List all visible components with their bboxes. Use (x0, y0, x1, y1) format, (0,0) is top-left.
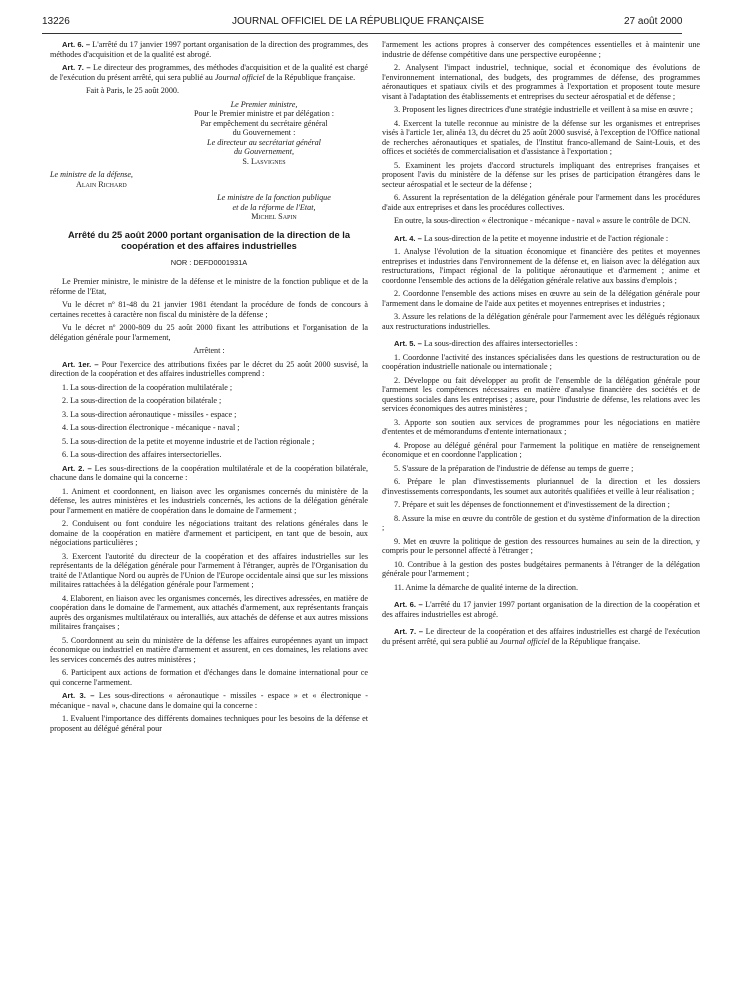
article-4-list (382, 247, 700, 331)
list-item: 4. Propose au délégué général pour l'armement la politique en matière de renseignement économique et en coordonne l'application ; (382, 440, 700, 459)
list-item: 1. La sous-direction de la coopération multilatérale ; (62, 382, 233, 392)
list-item: 9. Met en œuvre la politique de gestion des ressources humaines au sein de la direction, y compris pour le personnel affecté à l'étranger ; (382, 536, 700, 555)
list-item: 6. Participent aux actions de formation et d'échanges dans le domaine international pour ce qui concerne l'armement. (50, 668, 368, 687)
list-item: 10. Contribue à la gestion des postes budgétaires permanents à l'étranger de la délégation générale pour l'armement ; (382, 559, 700, 578)
article-5: Art. 5. – La sous-direction des affaires intersectorielles : (394, 339, 578, 348)
signature-premier-ministre: Le Premier ministre, Pour le Premier ministre et par délégation : Par empêchement du secrétaire général du Gouvernement : Le directeur au secrétariat général du Gouvernement, S. Lasvignes (193, 99, 335, 166)
list-item: 2. Développe ou fait développer au profit de l'ensemble de la délégation générale pour l'armement les compétences nécessaires en matière d'analyse financière des sociétés et de questions sociales dans les entreprises ; assure, pour l'industrie de défense, les relations avec les services économiques des autres ministères ; (382, 375, 700, 413)
article-3-item-1: 1. Evaluent l'importance des différents domaines techniques pour les besoins de la défense et proposent au délégué général pour (50, 714, 368, 733)
list-item: 4. Elaborent, en liaison avec les organismes concernés, les directives adressées, en matière de coopération dans le domaine de l'armement, aux attachés d'armement, aux représentants français auprès des organismes multilatéraux ou interalliés, aux attachés de défense et aux autres missions militaires françaises ; (50, 593, 368, 631)
list-item: 2. La sous-direction de la coopération bilatérale ; (62, 396, 222, 405)
article-1: Art. 1er. – Pour l'exercice des attributions fixées par le décret du 25 août 2000 susvisé, la direction de la coopération et des affaires industrielles comprend : (50, 359, 369, 378)
journal-title: JOURNAL OFFICIEL DE LA RÉPUBLIQUE FRANÇAISE (232, 16, 485, 27)
nor-reference: NOR : DEFD0001931A (170, 257, 248, 267)
header-rule (42, 33, 682, 34)
article-3-continued: l'armement les actions propres à conserver des compétences essentielles et à maintenir une industrie de défense compétitive dans une perspective européenne ; (382, 40, 700, 59)
page-number: 13226 (42, 16, 70, 27)
list-item: 4. Exercent la tutelle reconnue au ministre de la défense sur les organismes et entreprises visés à l'article 1er, alinéa 13, du décret du 25 août 2000 susvisé, à l'exception de l'Office national de recherches aéronautiques et spatiales, de l'Institut franco-allemand de Saint-Louis, et des offices et sociétés de commercialisation et d'assistance à l'exportation ; (382, 118, 700, 156)
article-4: Art. 4. – La sous-direction de la petite et moyenne industrie et de l'action régionale : (394, 233, 669, 243)
right-column (382, 40, 700, 650)
list-item: 4. La sous-direction électronique - mécanique - naval ; (62, 423, 240, 432)
list-item: 5. Coordonnent au sein du ministère de la défense les affaires européennes ayant un impact économique ou industriel en matière d'armement et assurent, en ces domaines, les relations avec les services concernés des autres ministères ; (50, 635, 368, 664)
list-item: 5. La sous-direction de la petite et moyenne industrie et de l'action régionale ; (62, 436, 315, 446)
list-item: 3. Exercent l'autorité du directeur de la coopération et des affaires industrielles sur les représentants de la délégation générale pour l'armement à l'étranger, auprès de l'Organisation du traité de l'Atlantique Nord ou auprès de l'Union de l'Europe occidentale ainsi que sur les missions militaires rattachées à la délégation générale pour l'armement ; (50, 551, 368, 589)
list-item: 5. S'assure de la préparation de l'industrie de défense au temps de guerre ; (394, 463, 634, 473)
list-item: 3. Apporte son soutien aux services de programmes pour les négociations en matière d'ententes et de mémorandums d'entente internationaux ; (382, 417, 700, 436)
list-item: 1. Animent et coordonnent, en liaison avec les organismes concernés du ministère de la défense, les autres ministères et les industriels concernés, les actions de la délégation générale pour l'armement en matière de coopération dans le domaine de l'armement ; (50, 486, 368, 515)
article-3: Art. 3. – Les sous-directions « aéronautique - missiles - espace » et « électronique - mécanique - naval », chacune dans le domaine qui la concerne : (50, 691, 368, 710)
issue-date: 27 août 2000 (624, 16, 683, 27)
list-item: 5. Examinent les projets d'accord structurels impliquant des entreprises françaises et proposent l'avis du ministère de la défense sur les prises de participation étrangères dans le secteur aérospatial et le secteur de la défense ; (382, 160, 700, 189)
list-item: 3. La sous-direction aéronautique - missiles - espace ; (62, 409, 237, 419)
list-item: 3. Assure les relations de la délégation générale pour l'armement avec les délégués régionaux aux restructurations industrielles. (382, 312, 700, 331)
list-item: 6. Prépare le plan d'investissements pluriannuel de la direction et les dossiers d'investissements correspondants, les soumet aux autorités qualifiées et veille à leur réalisation ; (382, 477, 700, 496)
article-2-list (50, 487, 368, 688)
fait-a-paris: Fait à Paris, le 25 août 2000. (86, 86, 179, 95)
list-item: 7. Prépare et suit les dépenses de fonctionnement et d'investissement de la direction ; (394, 500, 670, 509)
list-item: 8. Assure la mise en œuvre du contrôle de gestion et du système d'information de la direction ; (382, 513, 700, 532)
preamble-2: Vu le décret nº 81-48 du 21 janvier 1981 étendant la procédure de fonds de concours à certaines recettes à caractère non fiscal du ministère de la défense ; (50, 300, 368, 319)
signature-ministre-fonction-publique: Le ministre de la fonction publique et de la réforme de l'Etat, Michel Sapin (217, 193, 331, 221)
list-item: 2. Analysent l'impact industriel, technique, social et économique des évolutions de l'environnement international, des budgets, des programmes de défense, des programmes aéronautiques et spatiaux civils et des programmes à l'exportation et proposent toute mesure visant à l'adaptation des établissements et entreprises du secteur aérospatial et de défense ; (382, 63, 700, 101)
list-item: 11. Anime la démarche de qualité interne de la direction. (394, 582, 579, 592)
article-3-final: En outre, la sous-direction « électronique - mécanique - naval » assure le contrôle de DCN. (394, 216, 691, 225)
article-7-previous: Art. 7. – Le directeur des programmes, des méthodes d'acquisition et de la qualité est chargé de l'exécution du présent arrêté, qui sera publié au Journal officiel de la République française. (50, 63, 368, 82)
decree-title: Arrêté du 25 août 2000 portant organisation de la direction de la coopération et des affaires industrielles (67, 229, 351, 251)
list-item: 1. Analyse l'évolution de la situation économique et financière des petites et moyennes entreprises et industries dans l'environnement de la défense et, en liaison avec la délégation aux restructurations, l'impact régional de la politique aéronautique et d'armement ; anime et coordonne l'ensemble des actions de la délégation générale relative aux bassins d'emplois ; (382, 247, 700, 285)
list-item: 6. Assurent la représentation de la délégation générale pour l'armement dans les procédures d'aide aux entreprises et dans les procédures collectives. (382, 193, 700, 212)
preamble-3: Vu le décret nº 2000-809 du 25 août 2000 fixant les attributions et l'organisation de la délégation générale pour l'armement, (50, 323, 368, 342)
list-item: 1. Coordonne l'activité des instances spécialisées dans les questions de restructuration ou de coopération industrielle nationale ou internationale ; (382, 352, 700, 371)
preamble-1: Le Premier ministre, le ministre de la défense et le ministre de la fonction publique et de la réforme de l'Etat, (50, 277, 368, 296)
list-item: 6. La sous-direction des affaires intersectorielles. (62, 450, 222, 459)
arretent: Arrêtent : (193, 346, 225, 355)
article-6: Art. 6. – L'arrêté du 17 janvier 1997 portant organisation de la direction de la coopération et des affaires industrielles est abrogé. (382, 600, 701, 619)
list-item: 2. Conduisent ou font conduire les négociations traitant des relations générales dans le domaine de la coopération en matière d'armement et participent, en tant que de besoin, aux négociations particulières ; (50, 519, 368, 547)
article-5-list (382, 353, 700, 593)
article-2: Art. 2. – Les sous-directions de la coopération multilatérale et de la coopération bilatérale, chacune dans le domaine qui la concerne : (50, 463, 369, 482)
signature-ministre-defense: Le ministre de la défense, Alain Richard (50, 170, 133, 189)
article-1-list (50, 383, 368, 460)
list-item: 3. Proposent les lignes directrices d'une stratégie industrielle et veillent à sa mise en œuvre ; (394, 105, 693, 114)
page-header (0, 16, 748, 32)
article-7: Art. 7. – Le directeur de la coopération et des affaires industrielles est chargé de l'exécution du présent arrêté, qui sera publié au Journal officiel de la République française. (382, 627, 701, 646)
left-column (50, 40, 368, 737)
list-item: 2. Coordonne l'ensemble des actions mises en œuvre au sein de la délégation générale pour l'armement dans le domaine de l'aide aux petites et moyennes entreprises et industries ; (382, 289, 700, 308)
article-3-list (382, 63, 700, 212)
article-6-previous: Art. 6. – L'arrêté du 17 janvier 1997 portant organisation de la direction des programmes, des méthodes d'acquisition et de la qualité est abrogé. (50, 40, 368, 59)
